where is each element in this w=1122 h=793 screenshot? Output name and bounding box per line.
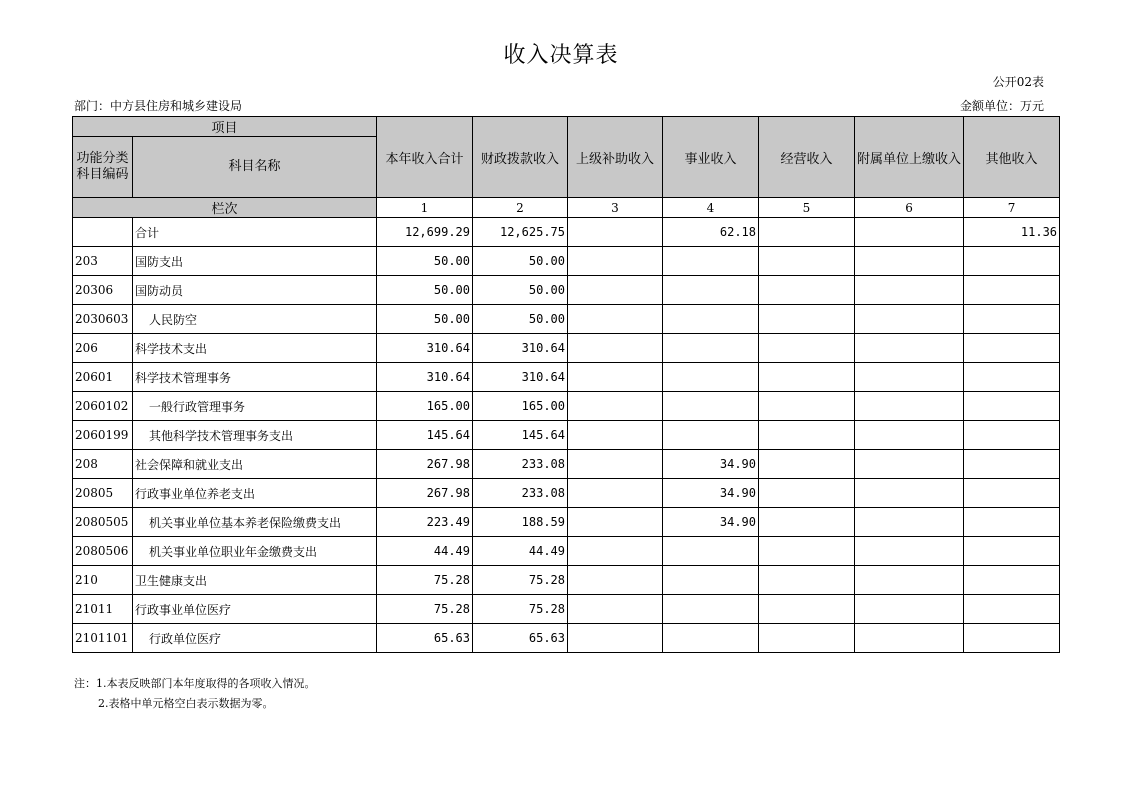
row-amount-col-5 (759, 305, 855, 334)
row-amount-col-5 (759, 363, 855, 392)
row-amount-col-3 (568, 363, 663, 392)
row-amount-col-7 (964, 450, 1060, 479)
row-amount-col-6 (855, 305, 964, 334)
row-amount-col-4 (663, 537, 759, 566)
row-amount-col-1: 50.00 (377, 276, 473, 305)
row-amount-col-7 (964, 537, 1060, 566)
row-code: 2080506 (73, 537, 133, 566)
row-amount-col-6 (855, 479, 964, 508)
form-code: 公开02表 (992, 75, 1044, 89)
row-amount-col-7 (964, 392, 1060, 421)
table-row (73, 508, 1060, 537)
row-subject-name: 社会保障和就业支出 (133, 450, 377, 479)
row-amount-col-7 (964, 334, 1060, 363)
row-amount-col-1: 65.63 (377, 624, 473, 653)
row-amount-col-4 (663, 566, 759, 595)
row-code: 2030603 (73, 305, 133, 334)
row-amount-col-5 (759, 508, 855, 537)
row-code: 20601 (73, 363, 133, 392)
row-amount-col-1: 267.98 (377, 479, 473, 508)
row-amount-col-4 (663, 276, 759, 305)
header-row-project (73, 117, 1060, 137)
header-row-index-label: 栏次 (73, 198, 377, 218)
row-amount-col-2: 50.00 (473, 276, 568, 305)
row-subject-name: 行政事业单位医疗 (133, 595, 377, 624)
row-amount-col-4: 34.90 (663, 508, 759, 537)
row-amount-col-6 (855, 566, 964, 595)
row-amount-col-2: 50.00 (473, 247, 568, 276)
row-amount-col-4 (663, 305, 759, 334)
col-number: 3 (568, 198, 663, 218)
row-amount-col-6 (855, 421, 964, 450)
row-amount-col-1: 310.64 (377, 334, 473, 363)
row-amount-col-4 (663, 595, 759, 624)
row-amount-col-5 (759, 537, 855, 566)
row-amount-col-2: 75.28 (473, 566, 568, 595)
row-amount-col-6 (855, 595, 964, 624)
row-code: 2101101 (73, 624, 133, 653)
table-row (73, 247, 1060, 276)
row-amount-col-7 (964, 624, 1060, 653)
row-amount-col-3 (568, 450, 663, 479)
row-amount-col-7 (964, 305, 1060, 334)
row-amount-col-7 (964, 421, 1060, 450)
table-row (73, 218, 1060, 247)
row-amount-col-5 (759, 392, 855, 421)
row-amount-col-5 (759, 479, 855, 508)
row-subject-name: 其他科学技术管理事务支出 (133, 421, 377, 450)
row-amount-col-6 (855, 624, 964, 653)
row-amount-col-5 (759, 218, 855, 247)
table-row (73, 450, 1060, 479)
row-amount-col-2: 12,625.75 (473, 218, 568, 247)
row-amount-col-2: 233.08 (473, 450, 568, 479)
row-amount-col-2: 44.49 (473, 537, 568, 566)
row-amount-col-7: 11.36 (964, 218, 1060, 247)
header-col-4: 事业收入 (663, 117, 759, 198)
row-amount-col-5 (759, 276, 855, 305)
row-amount-col-4 (663, 334, 759, 363)
row-amount-col-3 (568, 392, 663, 421)
row-amount-col-2: 50.00 (473, 305, 568, 334)
table-row (73, 421, 1060, 450)
row-subject-name: 机关事业单位职业年金缴费支出 (133, 537, 377, 566)
row-amount-col-1: 44.49 (377, 537, 473, 566)
row-subject-name: 行政单位医疗 (133, 624, 377, 653)
row-subject-name: 国防支出 (133, 247, 377, 276)
row-amount-col-1: 223.49 (377, 508, 473, 537)
row-amount-col-3 (568, 595, 663, 624)
row-amount-col-2: 65.63 (473, 624, 568, 653)
table-row (73, 624, 1060, 653)
row-amount-col-7 (964, 595, 1060, 624)
amount-unit-label: 金额单位：万元 (959, 99, 1044, 113)
header-col-7: 其他收入 (964, 117, 1060, 198)
row-amount-col-4 (663, 624, 759, 653)
table-row (73, 595, 1060, 624)
row-subject-name: 科学技术管理事务 (133, 363, 377, 392)
row-amount-col-6 (855, 363, 964, 392)
row-amount-col-5 (759, 334, 855, 363)
row-amount-col-2: 165.00 (473, 392, 568, 421)
row-amount-col-2: 233.08 (473, 479, 568, 508)
table-row (73, 305, 1060, 334)
row-amount-col-4: 34.90 (663, 450, 759, 479)
row-subject-name: 国防动员 (133, 276, 377, 305)
row-amount-col-7 (964, 363, 1060, 392)
row-subject-name: 行政事业单位养老支出 (133, 479, 377, 508)
row-amount-col-1: 75.28 (377, 566, 473, 595)
row-amount-col-6 (855, 392, 964, 421)
row-amount-col-3 (568, 479, 663, 508)
row-amount-col-3 (568, 566, 663, 595)
header-col-5: 经营收入 (759, 117, 855, 198)
table-row (73, 363, 1060, 392)
col-number: 7 (964, 198, 1060, 218)
row-amount-col-1: 75.28 (377, 595, 473, 624)
row-amount-col-2: 145.64 (473, 421, 568, 450)
table-row (73, 276, 1060, 305)
row-amount-col-3 (568, 334, 663, 363)
row-amount-col-4 (663, 392, 759, 421)
row-amount-col-4 (663, 363, 759, 392)
table-row (73, 392, 1060, 421)
row-amount-col-3 (568, 305, 663, 334)
row-amount-col-6 (855, 508, 964, 537)
col-number: 5 (759, 198, 855, 218)
row-amount-col-2: 310.64 (473, 334, 568, 363)
header-project: 项目 (73, 117, 377, 137)
row-amount-col-3 (568, 508, 663, 537)
row-code: 2080505 (73, 508, 133, 537)
header-row-index (73, 198, 1060, 218)
row-amount-col-2: 310.64 (473, 363, 568, 392)
row-amount-col-2: 188.59 (473, 508, 568, 537)
header-col-1: 本年收入合计 (377, 117, 473, 198)
row-amount-col-5 (759, 247, 855, 276)
col-number: 6 (855, 198, 964, 218)
row-code: 2060199 (73, 421, 133, 450)
page-title: 收入决算表 (503, 43, 619, 68)
row-amount-col-4: 62.18 (663, 218, 759, 247)
row-subject-name: 一般行政管理事务 (133, 392, 377, 421)
row-amount-col-6 (855, 537, 964, 566)
row-amount-col-3 (568, 537, 663, 566)
row-code: 2060102 (73, 392, 133, 421)
table-row (73, 334, 1060, 363)
row-amount-col-5 (759, 566, 855, 595)
row-amount-col-3 (568, 218, 663, 247)
row-amount-col-1: 50.00 (377, 247, 473, 276)
row-amount-col-1: 145.64 (377, 421, 473, 450)
row-subject-name: 机关事业单位基本养老保险缴费支出 (133, 508, 377, 537)
row-amount-col-1: 165.00 (377, 392, 473, 421)
row-amount-col-7 (964, 276, 1060, 305)
row-amount-col-3 (568, 624, 663, 653)
col-number: 1 (377, 198, 473, 218)
header-col-6: 附属单位上缴收入 (855, 117, 964, 198)
income-final-accounts-table (72, 116, 1060, 653)
note-1: 注：1.本表反映部门本年度取得的各项收入情况。 (74, 677, 316, 690)
row-amount-col-6 (855, 218, 964, 247)
header-subject-name: 科目名称 (133, 137, 377, 198)
row-amount-col-5 (759, 450, 855, 479)
row-code: 21011 (73, 595, 133, 624)
row-subject-name: 科学技术支出 (133, 334, 377, 363)
row-amount-col-1: 12,699.29 (377, 218, 473, 247)
row-amount-col-4 (663, 421, 759, 450)
row-code: 206 (73, 334, 133, 363)
row-subject-name: 合计 (133, 218, 377, 247)
row-code (73, 218, 133, 247)
header-col-3: 上级补助收入 (568, 117, 663, 198)
table-row (73, 479, 1060, 508)
row-amount-col-7 (964, 566, 1060, 595)
row-amount-col-5 (759, 421, 855, 450)
row-amount-col-7 (964, 508, 1060, 537)
note-2: 2.表格中单元格空白表示数据为零。 (98, 697, 274, 710)
row-amount-col-5 (759, 595, 855, 624)
row-code: 210 (73, 566, 133, 595)
col-number: 4 (663, 198, 759, 218)
table-row (73, 537, 1060, 566)
row-subject-name: 卫生健康支出 (133, 566, 377, 595)
header-func-code: 功能分类科目编码 (73, 137, 133, 198)
header-col-2: 财政拨款收入 (473, 117, 568, 198)
row-amount-col-6 (855, 450, 964, 479)
col-number: 2 (473, 198, 568, 218)
row-amount-col-1: 267.98 (377, 450, 473, 479)
row-amount-col-7 (964, 247, 1060, 276)
row-amount-col-6 (855, 334, 964, 363)
row-amount-col-6 (855, 247, 964, 276)
row-amount-col-4 (663, 247, 759, 276)
row-amount-col-1: 50.00 (377, 305, 473, 334)
row-amount-col-1: 310.64 (377, 363, 473, 392)
row-amount-col-3 (568, 421, 663, 450)
row-amount-col-7 (964, 479, 1060, 508)
row-code: 203 (73, 247, 133, 276)
row-code: 208 (73, 450, 133, 479)
row-amount-col-4: 34.90 (663, 479, 759, 508)
row-subject-name: 人民防空 (133, 305, 377, 334)
row-code: 20805 (73, 479, 133, 508)
row-amount-col-5 (759, 624, 855, 653)
row-amount-col-6 (855, 276, 964, 305)
row-code: 20306 (73, 276, 133, 305)
row-amount-col-3 (568, 276, 663, 305)
row-amount-col-3 (568, 247, 663, 276)
table-row (73, 566, 1060, 595)
department-label: 部门：中方县住房和城乡建设局 (74, 99, 243, 113)
row-amount-col-2: 75.28 (473, 595, 568, 624)
